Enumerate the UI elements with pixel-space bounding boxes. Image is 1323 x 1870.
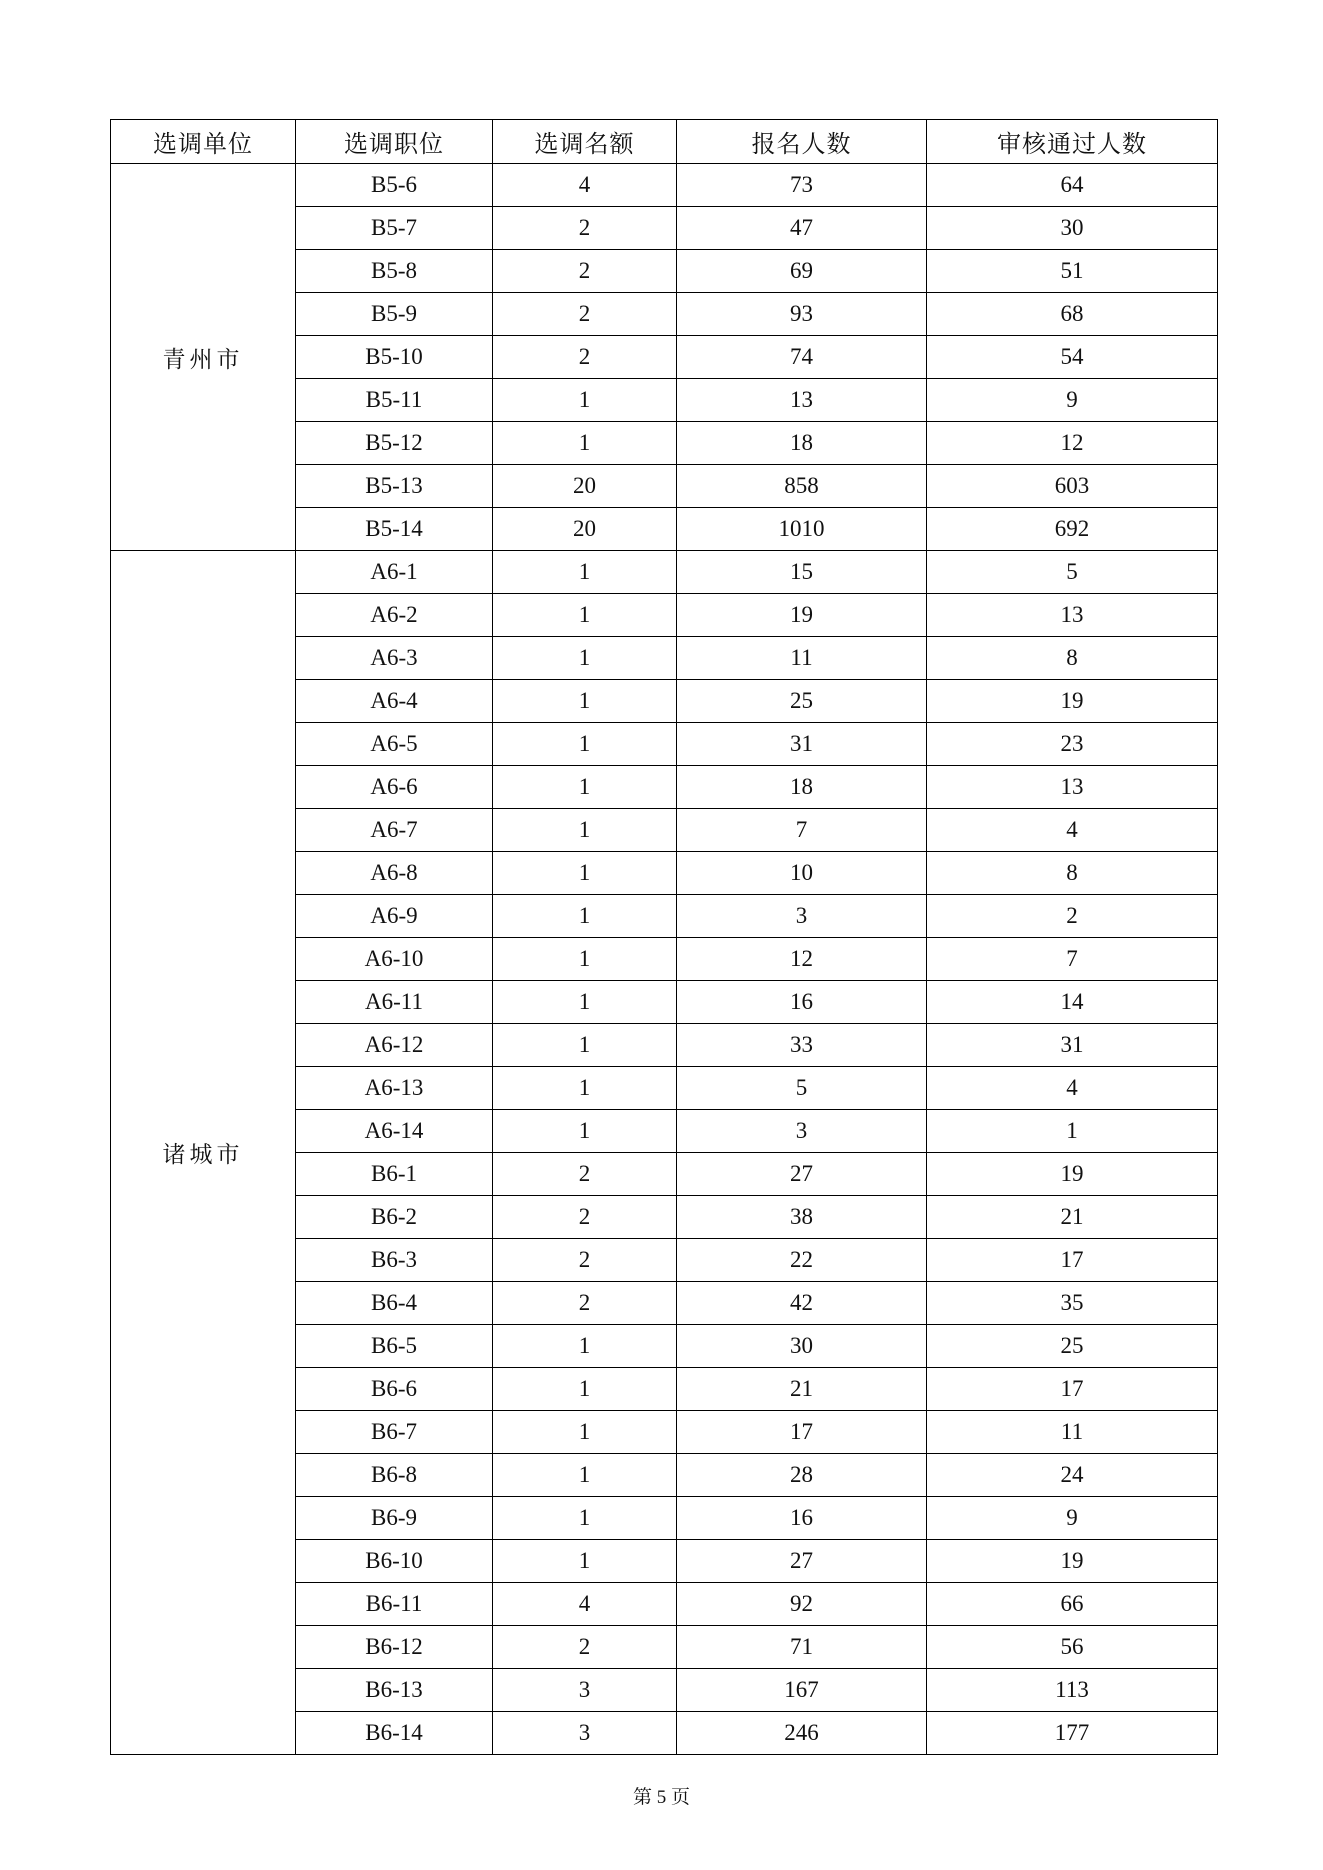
applicants-cell: 21 xyxy=(677,1368,927,1411)
quota-cell: 1 xyxy=(493,1368,677,1411)
quota-cell: 2 xyxy=(493,250,677,293)
approved-cell: 56 xyxy=(927,1626,1218,1669)
quota-cell: 4 xyxy=(493,1583,677,1626)
applicants-cell: 19 xyxy=(677,594,927,637)
approved-cell: 17 xyxy=(927,1239,1218,1282)
quota-cell: 1 xyxy=(493,1411,677,1454)
applicants-cell: 18 xyxy=(677,422,927,465)
approved-cell: 13 xyxy=(927,766,1218,809)
quota-cell: 2 xyxy=(493,1153,677,1196)
applicants-cell: 3 xyxy=(677,895,927,938)
quota-cell: 1 xyxy=(493,1540,677,1583)
applicants-cell: 73 xyxy=(677,164,927,207)
quota-cell: 2 xyxy=(493,293,677,336)
approved-cell: 9 xyxy=(927,379,1218,422)
approved-cell: 9 xyxy=(927,1497,1218,1540)
position-cell: A6-6 xyxy=(296,766,493,809)
quota-cell: 1 xyxy=(493,981,677,1024)
approved-cell: 113 xyxy=(927,1669,1218,1712)
applicants-cell: 16 xyxy=(677,1497,927,1540)
quota-cell: 2 xyxy=(493,1626,677,1669)
approved-cell: 54 xyxy=(927,336,1218,379)
approved-cell: 19 xyxy=(927,1540,1218,1583)
approved-cell: 21 xyxy=(927,1196,1218,1239)
quota-cell: 3 xyxy=(493,1712,677,1755)
approved-cell: 13 xyxy=(927,594,1218,637)
position-cell: A6-2 xyxy=(296,594,493,637)
page-number: 第 5 页 xyxy=(632,1787,690,1808)
position-cell: B5-9 xyxy=(296,293,493,336)
position-cell: B6-4 xyxy=(296,1282,493,1325)
applicants-cell: 18 xyxy=(677,766,927,809)
unit-cell: 青州市 xyxy=(111,164,296,551)
applicants-cell: 15 xyxy=(677,551,927,594)
approved-cell: 66 xyxy=(927,1583,1218,1626)
position-cell: A6-13 xyxy=(296,1067,493,1110)
position-cell: B5-13 xyxy=(296,465,493,508)
approved-cell: 1 xyxy=(927,1110,1218,1153)
quota-cell: 1 xyxy=(493,637,677,680)
position-cell: B6-6 xyxy=(296,1368,493,1411)
position-cell: B6-7 xyxy=(296,1411,493,1454)
position-cell: B6-11 xyxy=(296,1583,493,1626)
applicants-cell: 13 xyxy=(677,379,927,422)
applicants-cell: 27 xyxy=(677,1153,927,1196)
quota-cell: 1 xyxy=(493,422,677,465)
applicants-cell: 69 xyxy=(677,250,927,293)
approved-cell: 14 xyxy=(927,981,1218,1024)
quota-cell: 2 xyxy=(493,1239,677,1282)
applicants-cell: 28 xyxy=(677,1454,927,1497)
applicants-cell: 74 xyxy=(677,336,927,379)
quota-cell: 1 xyxy=(493,723,677,766)
quota-cell: 4 xyxy=(493,164,677,207)
approved-cell: 7 xyxy=(927,938,1218,981)
header-quota: 选调名额 xyxy=(493,120,677,164)
applicants-cell: 31 xyxy=(677,723,927,766)
position-cell: B6-8 xyxy=(296,1454,493,1497)
approved-cell: 23 xyxy=(927,723,1218,766)
position-cell: A6-1 xyxy=(296,551,493,594)
table-row xyxy=(111,164,1218,207)
position-cell: A6-10 xyxy=(296,938,493,981)
applicants-cell: 93 xyxy=(677,293,927,336)
position-cell: B6-14 xyxy=(296,1712,493,1755)
position-cell: B5-12 xyxy=(296,422,493,465)
applicants-cell: 42 xyxy=(677,1282,927,1325)
approved-cell: 8 xyxy=(927,852,1218,895)
approved-cell: 2 xyxy=(927,895,1218,938)
applicants-cell: 71 xyxy=(677,1626,927,1669)
position-cell: A6-12 xyxy=(296,1024,493,1067)
position-cell: B6-13 xyxy=(296,1669,493,1712)
quota-cell: 20 xyxy=(493,465,677,508)
approved-cell: 31 xyxy=(927,1024,1218,1067)
position-cell: B6-9 xyxy=(296,1497,493,1540)
approved-cell: 64 xyxy=(927,164,1218,207)
approved-cell: 68 xyxy=(927,293,1218,336)
quota-cell: 1 xyxy=(493,938,677,981)
position-cell: B5-7 xyxy=(296,207,493,250)
position-cell: B5-8 xyxy=(296,250,493,293)
quota-cell: 2 xyxy=(493,1196,677,1239)
position-cell: B6-1 xyxy=(296,1153,493,1196)
approved-cell: 19 xyxy=(927,680,1218,723)
approved-cell: 19 xyxy=(927,1153,1218,1196)
applicants-cell: 17 xyxy=(677,1411,927,1454)
applicants-cell: 12 xyxy=(677,938,927,981)
quota-cell: 1 xyxy=(493,766,677,809)
position-cell: A6-9 xyxy=(296,895,493,938)
position-cell: B6-5 xyxy=(296,1325,493,1368)
applicants-cell: 47 xyxy=(677,207,927,250)
applicants-cell: 30 xyxy=(677,1325,927,1368)
quota-cell: 1 xyxy=(493,1325,677,1368)
position-cell: A6-11 xyxy=(296,981,493,1024)
position-cell: A6-4 xyxy=(296,680,493,723)
header-unit: 选调单位 xyxy=(111,120,296,164)
applicants-cell: 1010 xyxy=(677,508,927,551)
applicants-cell: 11 xyxy=(677,637,927,680)
position-cell: B6-3 xyxy=(296,1239,493,1282)
approved-cell: 25 xyxy=(927,1325,1218,1368)
applicants-cell: 16 xyxy=(677,981,927,1024)
header-position: 选调职位 xyxy=(296,120,493,164)
quota-cell: 1 xyxy=(493,379,677,422)
applicants-cell: 92 xyxy=(677,1583,927,1626)
position-cell: B5-10 xyxy=(296,336,493,379)
position-cell: B5-11 xyxy=(296,379,493,422)
position-cell: B6-2 xyxy=(296,1196,493,1239)
applicants-cell: 25 xyxy=(677,680,927,723)
unit-cell: 诸城市 xyxy=(111,551,296,1755)
approved-cell: 35 xyxy=(927,1282,1218,1325)
applicants-cell: 38 xyxy=(677,1196,927,1239)
approved-cell: 4 xyxy=(927,1067,1218,1110)
quota-cell: 1 xyxy=(493,1110,677,1153)
applicants-cell: 3 xyxy=(677,1110,927,1153)
quota-cell: 1 xyxy=(493,594,677,637)
approved-cell: 692 xyxy=(927,508,1218,551)
approved-cell: 24 xyxy=(927,1454,1218,1497)
table-header-row xyxy=(111,120,1218,164)
approved-cell: 177 xyxy=(927,1712,1218,1755)
quota-cell: 2 xyxy=(493,207,677,250)
quota-cell: 2 xyxy=(493,336,677,379)
applicants-cell: 858 xyxy=(677,465,927,508)
position-cell: A6-7 xyxy=(296,809,493,852)
applicants-cell: 33 xyxy=(677,1024,927,1067)
applicants-cell: 22 xyxy=(677,1239,927,1282)
approved-cell: 5 xyxy=(927,551,1218,594)
header-approved: 审核通过人数 xyxy=(927,120,1218,164)
applicants-cell: 10 xyxy=(677,852,927,895)
approved-cell: 11 xyxy=(927,1411,1218,1454)
approved-cell: 8 xyxy=(927,637,1218,680)
quota-cell: 1 xyxy=(493,809,677,852)
header-applicants: 报名人数 xyxy=(677,120,927,164)
position-cell: A6-5 xyxy=(296,723,493,766)
quota-cell: 1 xyxy=(493,1024,677,1067)
quota-cell: 1 xyxy=(493,1067,677,1110)
applicants-cell: 246 xyxy=(677,1712,927,1755)
quota-cell: 1 xyxy=(493,1454,677,1497)
position-cell: B5-14 xyxy=(296,508,493,551)
position-cell: B5-6 xyxy=(296,164,493,207)
quota-cell: 20 xyxy=(493,508,677,551)
approved-cell: 51 xyxy=(927,250,1218,293)
approved-cell: 603 xyxy=(927,465,1218,508)
quota-cell: 1 xyxy=(493,852,677,895)
position-cell: B6-10 xyxy=(296,1540,493,1583)
applicants-cell: 27 xyxy=(677,1540,927,1583)
position-cell: A6-3 xyxy=(296,637,493,680)
applicants-cell: 7 xyxy=(677,809,927,852)
quota-cell: 3 xyxy=(493,1669,677,1712)
recruitment-table xyxy=(110,119,1218,1755)
table-body xyxy=(111,164,1218,1755)
table-row xyxy=(111,551,1218,594)
approved-cell: 4 xyxy=(927,809,1218,852)
quota-cell: 2 xyxy=(493,1282,677,1325)
quota-cell: 1 xyxy=(493,551,677,594)
position-cell: A6-14 xyxy=(296,1110,493,1153)
quota-cell: 1 xyxy=(493,680,677,723)
approved-cell: 17 xyxy=(927,1368,1218,1411)
applicants-cell: 167 xyxy=(677,1669,927,1712)
quota-cell: 1 xyxy=(493,1497,677,1540)
position-cell: A6-8 xyxy=(296,852,493,895)
applicants-cell: 5 xyxy=(677,1067,927,1110)
quota-cell: 1 xyxy=(493,895,677,938)
position-cell: B6-12 xyxy=(296,1626,493,1669)
approved-cell: 30 xyxy=(927,207,1218,250)
approved-cell: 12 xyxy=(927,422,1218,465)
